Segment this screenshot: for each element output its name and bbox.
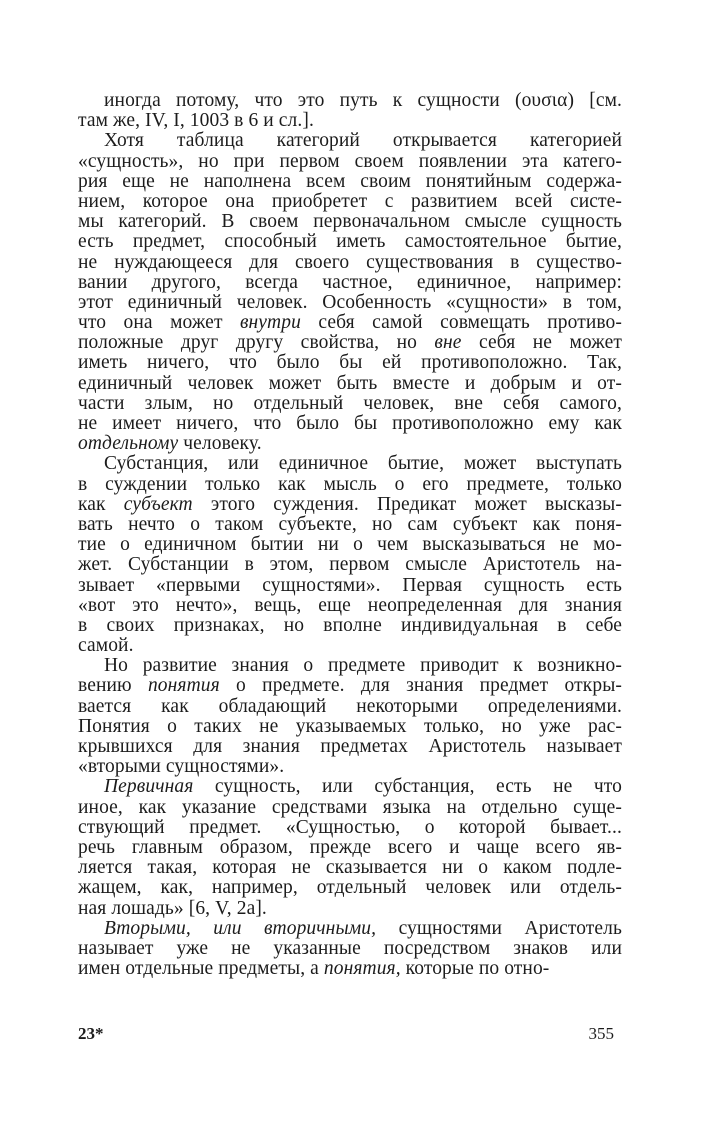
line-text: рия еще не наполнена всем своим понятийным содержа-: [78, 170, 622, 192]
text-line: [78, 131, 622, 151]
text-line: [78, 475, 622, 495]
text-line: [78, 818, 622, 838]
text-line: [78, 253, 622, 273]
text-line: [78, 313, 622, 333]
line-text: не имеет ничего, что было бы противоположно ему как: [78, 413, 622, 434]
line-text: сущность, или субстанция, есть не что: [193, 776, 622, 798]
text-line: [78, 656, 622, 676]
line-text: Но развитие знания о предмете приводит к возникно-: [104, 655, 622, 677]
line-text: ная лошадь» [6, V, 2а].: [78, 897, 267, 919]
paragraph: [78, 656, 622, 777]
line-text: ляется такая, которая не сказывается ни о каком подле-: [78, 857, 622, 879]
line-text: единичный человек может быть вместе и добрым и от-: [78, 372, 622, 394]
line-text: как: [78, 493, 124, 515]
text-line: [78, 838, 622, 858]
line-text: этот единичный человек. Особенность «сущности» в том,: [78, 291, 622, 313]
text-line: [78, 676, 622, 696]
text-line: [78, 737, 622, 757]
line-text: Субстанция, или единичное бытие, может выступать: [104, 453, 622, 475]
line-text: не нуждающееся для своего существования в существо-: [78, 251, 622, 273]
text-line: [78, 535, 622, 555]
emphasized-text: Первичная: [104, 776, 194, 798]
text-line: [78, 939, 622, 959]
line-text: вании другого, всегда частное, единичное, например:: [78, 271, 622, 293]
line-text: иметь ничего, что было бы ей противоположно. Так,: [78, 352, 622, 374]
text-line: [78, 495, 622, 515]
line-text: Понятия о таких не указываемых только, но уже рас-: [78, 715, 622, 737]
text-line: [78, 212, 622, 232]
text-line: [78, 192, 622, 212]
text-line: [78, 172, 622, 192]
line-text: «вторыми сущностями».: [78, 756, 285, 778]
line-text: части злым, но отдельный человек, вне себя самого,: [78, 392, 622, 414]
page-number: 355: [588, 1024, 614, 1043]
paragraph: [78, 777, 622, 918]
text-line: [78, 293, 622, 313]
line-text: в своих признаках, но вполне индивидуальная в себе: [78, 614, 622, 636]
emphasized-text: вне: [434, 332, 462, 354]
emphasized-text: Вторыми, или вторичными,: [104, 917, 377, 939]
paragraph: [78, 919, 622, 980]
text-line: [78, 434, 622, 454]
line-text: Хотя таблица категорий открывается категорией: [104, 130, 622, 152]
line-text: называет уже не указанные посредством знаков или: [78, 937, 622, 959]
line-text: о предмете. для знания предмет откры-: [219, 675, 622, 697]
line-text: есть предмет, способный иметь самостоятельное бытие,: [78, 231, 622, 253]
text-line: [78, 596, 622, 616]
text-line: [78, 414, 622, 434]
line-text: мы категорий. В своем первоначальном смысле сущность: [78, 211, 622, 233]
text-line: [78, 394, 622, 414]
line-text: которые по отно-: [400, 958, 550, 980]
line-text: себя не может: [461, 332, 622, 354]
line-text: положные друг другу свойства, но: [78, 332, 435, 354]
line-text: имен отдельные предметы, а: [78, 958, 324, 980]
line-text: речь главным образом, прежде всего и чаще всего яв-: [78, 836, 622, 858]
line-text: ствующий предмет. «Сущностью, о которой бывает...: [78, 816, 622, 838]
text-line: [78, 515, 622, 535]
paragraph: [78, 454, 622, 656]
line-text: себя самой совмещать противо-: [300, 312, 622, 334]
text-line: [78, 717, 622, 737]
text-line: [78, 959, 622, 979]
line-text: в суждении только как мысль о его предмете, только: [78, 473, 622, 495]
text-line: [78, 697, 622, 717]
line-text: человеку.: [178, 433, 262, 455]
emphasized-text: отдельному: [78, 433, 179, 455]
line-text: «сущность», но при первом своем появлении эта катего-: [78, 150, 622, 172]
line-text: крывшихся для знания предметах Аристотель называет: [78, 736, 622, 757]
line-text: что она может: [78, 312, 240, 334]
emphasized-text: понятия: [147, 675, 220, 697]
line-text: жет. Субстанции в этом, первом смысле Аристотель на-: [78, 554, 622, 576]
text-line: [78, 777, 622, 797]
text-line: [78, 333, 622, 353]
text-line: [78, 878, 622, 898]
line-text: тие о единичном бытии ни о чем высказываться не мо-: [78, 534, 622, 556]
line-text: «вот это нечто», вещь, еще неопределенная для знания: [78, 594, 622, 616]
page-body: [78, 91, 622, 979]
text-line: [78, 91, 622, 111]
line-text: самой.: [78, 635, 134, 657]
text-line: [78, 232, 622, 252]
line-text: вению: [78, 675, 148, 697]
text-line: [78, 858, 622, 878]
line-text: этого суждения. Предикат может высказы-: [192, 493, 622, 515]
line-text: жащем, как, например, отдельный человек или отдель-: [78, 877, 622, 899]
emphasized-text: понятия,: [323, 958, 401, 980]
text-line: [78, 616, 622, 636]
text-line: [78, 454, 622, 474]
page-footer: [78, 1024, 622, 1046]
text-line: [78, 273, 622, 293]
text-line: [78, 152, 622, 172]
text-line: [78, 353, 622, 373]
line-text: зывает «первыми сущностями». Первая сущность есть: [78, 574, 622, 596]
line-text: там же, IV, I, 1003 в 6 и сл.].: [78, 110, 314, 132]
emphasized-text: внутри: [239, 312, 301, 334]
line-text: иное, как указание средствами языка на отдельно суще-: [78, 796, 622, 818]
line-text: сущностями Аристотель: [376, 917, 622, 939]
line-text: вается как обладающий некоторыми определениями.: [78, 695, 622, 717]
line-text: нием, которое она приобретет с развитием всей систе-: [78, 190, 622, 212]
text-line: [78, 374, 622, 394]
text-line: [78, 576, 622, 596]
paragraph: [78, 91, 622, 131]
text-line: [78, 111, 622, 131]
text-line: [78, 757, 622, 777]
line-text: иногда потому, что это путь к сущности (ουσια) [см.: [104, 90, 622, 111]
text-line: [78, 919, 622, 939]
line-text: вать нечто о таком субъекте, но сам субъект как поня-: [78, 513, 622, 535]
emphasized-text: субъект: [123, 493, 193, 515]
signature-mark: 23*: [78, 1024, 104, 1043]
text-line: [78, 899, 622, 919]
text-line: [78, 636, 622, 656]
paragraph: [78, 131, 622, 454]
text-line: [78, 555, 622, 575]
text-line: [78, 798, 622, 818]
